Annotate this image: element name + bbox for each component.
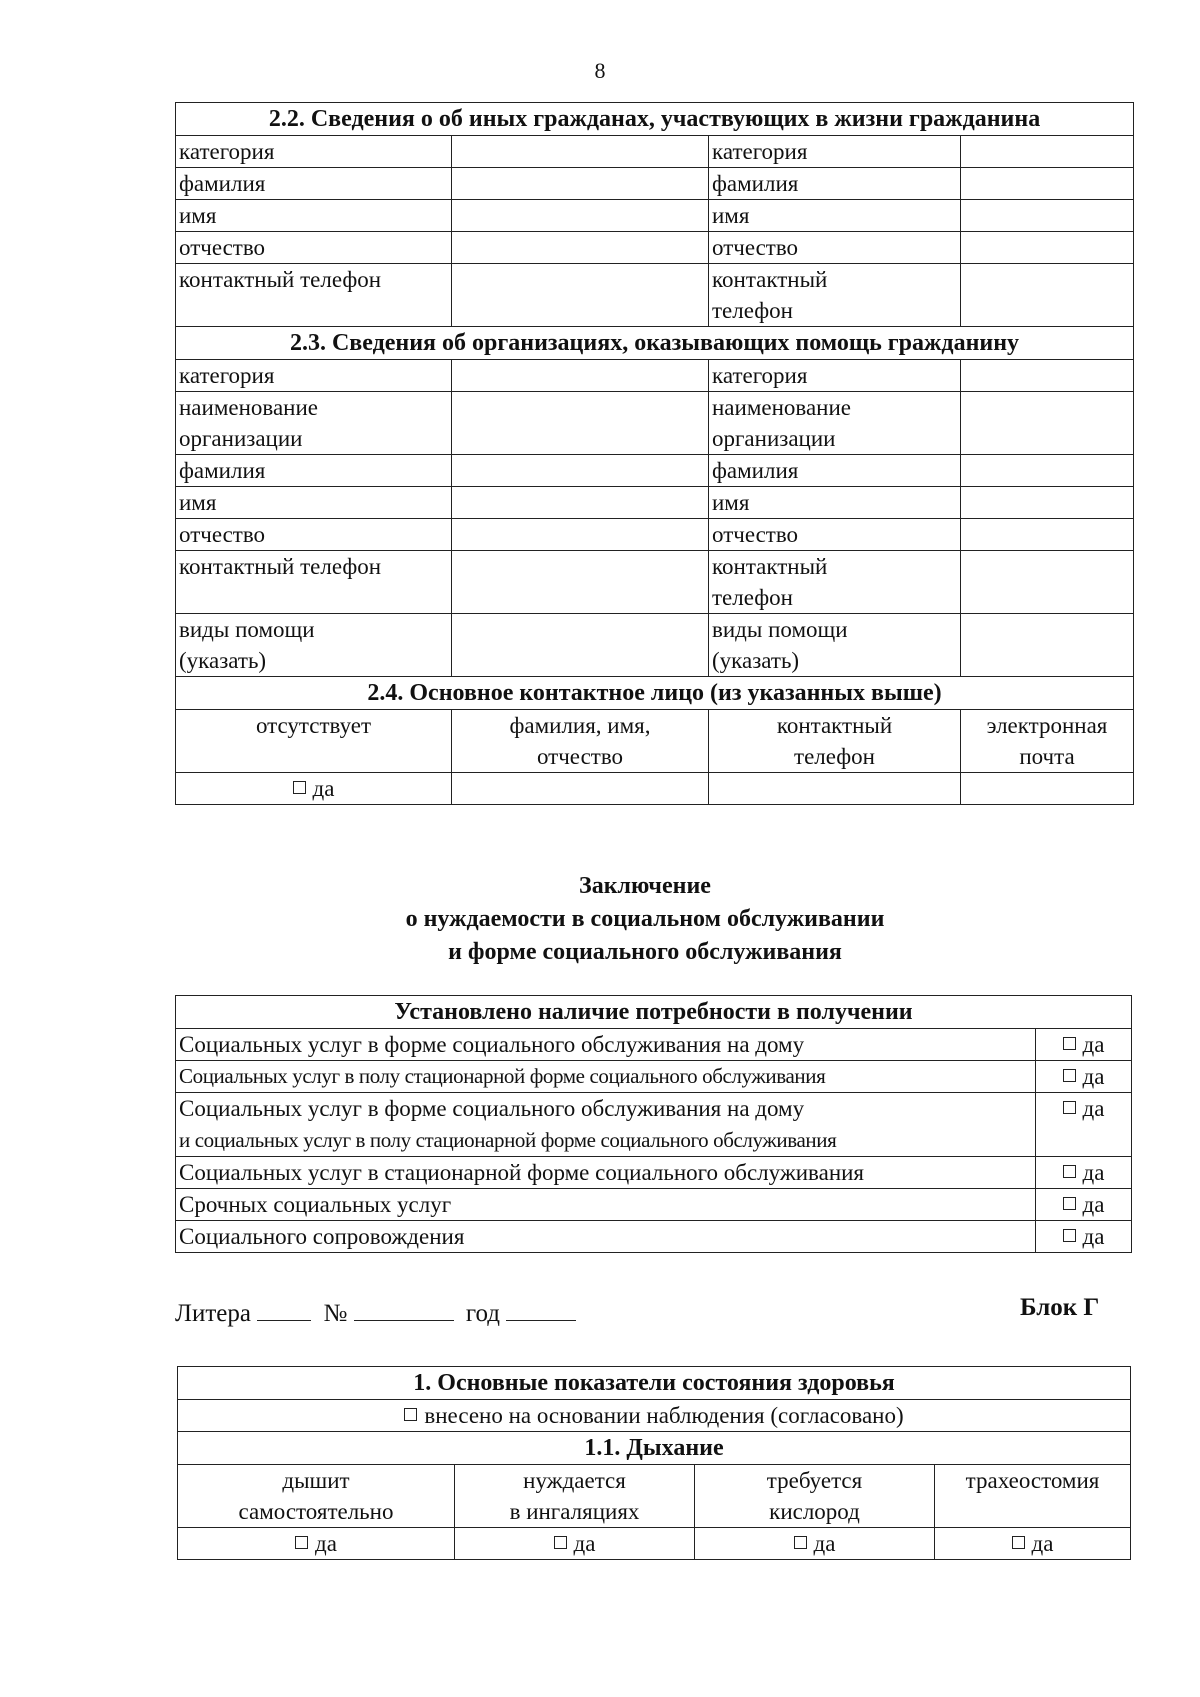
- label-name: имя: [176, 200, 452, 232]
- need-home-service: Социальных услуг в форме социального обслуживания на дому: [176, 1029, 1036, 1061]
- col-breathes-independently: дышит самостоятельно: [178, 1465, 455, 1528]
- input-cell[interactable]: [452, 168, 709, 200]
- input-cell[interactable]: [961, 168, 1134, 200]
- need-home-and-semi-stationary: Социальных услуг в форме социального обслуживания на дому и социальных услуг в полу стационарной форме социального обслуживания: [176, 1093, 1036, 1157]
- input-cell[interactable]: [709, 773, 961, 805]
- label-phone: контактный телефон: [709, 551, 961, 614]
- number-blank[interactable]: [354, 1300, 454, 1321]
- yes-checkbox[interactable]: да: [1036, 1157, 1132, 1189]
- input-cell[interactable]: [452, 264, 709, 327]
- litera-line: Литера № год: [175, 1300, 576, 1328]
- input-cell[interactable]: [961, 200, 1134, 232]
- checkbox-icon: [1063, 1069, 1076, 1082]
- label-help-types: виды помощи (указать): [176, 614, 452, 677]
- section-2-2-title: 2.2. Сведения о об иных гражданах, участвующих в жизни гражданина: [176, 103, 1134, 136]
- checkbox-icon: [1063, 1197, 1076, 1210]
- input-cell[interactable]: [452, 614, 709, 677]
- input-cell[interactable]: [452, 392, 709, 455]
- label-category: категория: [176, 136, 452, 168]
- others-table: [175, 102, 1134, 805]
- block-label: Блок Г: [1020, 1294, 1100, 1321]
- label-surname: фамилия: [176, 168, 452, 200]
- input-cell[interactable]: [452, 551, 709, 614]
- yes-checkbox[interactable]: да: [1036, 1189, 1132, 1221]
- yes-checkbox[interactable]: да: [935, 1528, 1131, 1560]
- label-name: имя: [709, 200, 961, 232]
- col-absent: отсутствует: [176, 710, 452, 773]
- label-phone: контактный телефон: [709, 264, 961, 327]
- needs-table: [175, 995, 1132, 1253]
- need-urgent-services: Срочных социальных услуг: [176, 1189, 1036, 1221]
- need-social-support: Социального сопровождения: [176, 1221, 1036, 1253]
- need-semi-stationary: Социальных услуг в полу стационарной форме социального обслуживания: [176, 1061, 1036, 1093]
- input-cell[interactable]: [961, 455, 1134, 487]
- label-category: категория: [176, 360, 452, 392]
- input-cell[interactable]: [961, 232, 1134, 264]
- label-name: имя: [176, 487, 452, 519]
- label-name: имя: [709, 487, 961, 519]
- label-help-types: виды помощи (указать): [709, 614, 961, 677]
- input-cell[interactable]: [961, 360, 1134, 392]
- checkbox-icon: [1063, 1101, 1076, 1114]
- col-full-name: фамилия, имя, отчество: [452, 710, 709, 773]
- input-cell[interactable]: [452, 487, 709, 519]
- label-patronymic: отчество: [176, 519, 452, 551]
- input-cell[interactable]: [961, 551, 1134, 614]
- needs-title: Установлено наличие потребности в получении: [176, 996, 1132, 1029]
- yes-checkbox[interactable]: да: [1036, 1221, 1132, 1253]
- observation-checkbox[interactable]: внесено на основании наблюдения (согласовано): [178, 1400, 1131, 1432]
- label-category: категория: [709, 136, 961, 168]
- label-surname: фамилия: [709, 168, 961, 200]
- input-cell[interactable]: [452, 136, 709, 168]
- checkbox-icon: [293, 781, 306, 794]
- year-blank[interactable]: [506, 1300, 576, 1321]
- checkbox-icon: [1063, 1037, 1076, 1050]
- label-category: категория: [709, 360, 961, 392]
- absent-yes-checkbox[interactable]: да: [176, 773, 452, 805]
- yes-checkbox[interactable]: да: [178, 1528, 455, 1560]
- input-cell[interactable]: [961, 136, 1134, 168]
- label-patronymic: отчество: [709, 232, 961, 264]
- input-cell[interactable]: [961, 773, 1134, 805]
- label-org-name: наименование организации: [176, 392, 452, 455]
- input-cell[interactable]: [452, 773, 709, 805]
- yes-checkbox[interactable]: да: [1036, 1061, 1132, 1093]
- input-cell[interactable]: [961, 614, 1134, 677]
- yes-checkbox[interactable]: да: [1036, 1093, 1132, 1157]
- checkbox-icon: [1012, 1536, 1025, 1549]
- section-2-3-title: 2.3. Сведения об организациях, оказывающих помощь гражданину: [176, 327, 1134, 360]
- input-cell[interactable]: [961, 264, 1134, 327]
- input-cell[interactable]: [961, 519, 1134, 551]
- checkbox-icon: [1063, 1165, 1076, 1178]
- checkbox-icon: [794, 1536, 807, 1549]
- health-table: [177, 1366, 1131, 1560]
- litera-blank[interactable]: [257, 1300, 311, 1321]
- breathing-title: 1.1. Дыхание: [178, 1432, 1131, 1465]
- health-title: 1. Основные показатели состояния здоровья: [178, 1367, 1131, 1400]
- input-cell[interactable]: [452, 360, 709, 392]
- yes-checkbox[interactable]: да: [455, 1528, 695, 1560]
- section-2-4-title: 2.4. Основное контактное лицо (из указанных выше): [176, 677, 1134, 710]
- label-org-name: наименование организации: [709, 392, 961, 455]
- checkbox-icon: [404, 1408, 417, 1421]
- checkbox-icon: [1063, 1229, 1076, 1242]
- input-cell[interactable]: [452, 200, 709, 232]
- label-surname: фамилия: [709, 455, 961, 487]
- input-cell[interactable]: [961, 487, 1134, 519]
- input-cell[interactable]: [452, 455, 709, 487]
- col-email: электронная почта: [961, 710, 1134, 773]
- label-phone: контактный телефон: [176, 551, 452, 614]
- label-patronymic: отчество: [176, 232, 452, 264]
- page-number: 8: [594, 58, 606, 83]
- need-stationary: Социальных услуг в стационарной форме социального обслуживания: [176, 1157, 1036, 1189]
- input-cell[interactable]: [452, 232, 709, 264]
- label-surname: фамилия: [176, 455, 452, 487]
- yes-checkbox[interactable]: да: [1036, 1029, 1132, 1061]
- col-tracheostomy: трахеостомия: [935, 1465, 1131, 1528]
- col-needs-oxygen: требуется кислород: [695, 1465, 935, 1528]
- input-cell[interactable]: [452, 519, 709, 551]
- col-needs-inhalation: нуждается в ингаляциях: [455, 1465, 695, 1528]
- input-cell[interactable]: [961, 392, 1134, 455]
- conclusion-heading: Заключение о нуждаемости в социальном обслуживании и форме социального обслуживания: [405, 873, 885, 965]
- col-phone: контактный телефон: [709, 710, 961, 773]
- label-patronymic: отчество: [709, 519, 961, 551]
- yes-checkbox[interactable]: да: [695, 1528, 935, 1560]
- checkbox-icon: [295, 1536, 308, 1549]
- checkbox-icon: [554, 1536, 567, 1549]
- label-phone: контактный телефон: [176, 264, 452, 327]
